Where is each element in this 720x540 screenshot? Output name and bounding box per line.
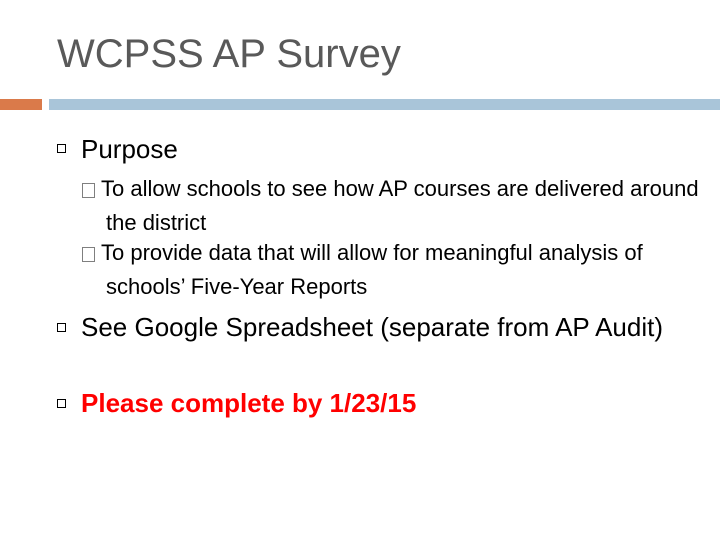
sub-bullet-text: To provide data that will allow for meaningful analysis of schools’ Five-Year Reports (101, 240, 643, 299)
bullet-google-spreadsheet: See Google Spreadsheet (separate from AP Audit) (81, 312, 663, 342)
sub-bullet-box-icon (82, 247, 95, 262)
bullet-square-icon (57, 323, 66, 332)
accent-band-blue (49, 99, 720, 110)
sub-bullet-allow-schools (82, 172, 720, 240)
sub-bullet-box-icon (82, 183, 95, 198)
slide-title: WCPSS AP Survey (57, 32, 401, 76)
sub-bullet-text: To allow schools to see how AP courses are delivered around the district (101, 176, 699, 235)
bullet-deadline: Please complete by 1/23/15 (81, 388, 417, 418)
bullet-square-icon (57, 399, 66, 408)
accent-band-orange (0, 99, 42, 110)
sub-bullet-provide-data (82, 236, 720, 304)
bullet-purpose: Purpose (81, 134, 178, 164)
bullet-square-icon (57, 144, 66, 153)
